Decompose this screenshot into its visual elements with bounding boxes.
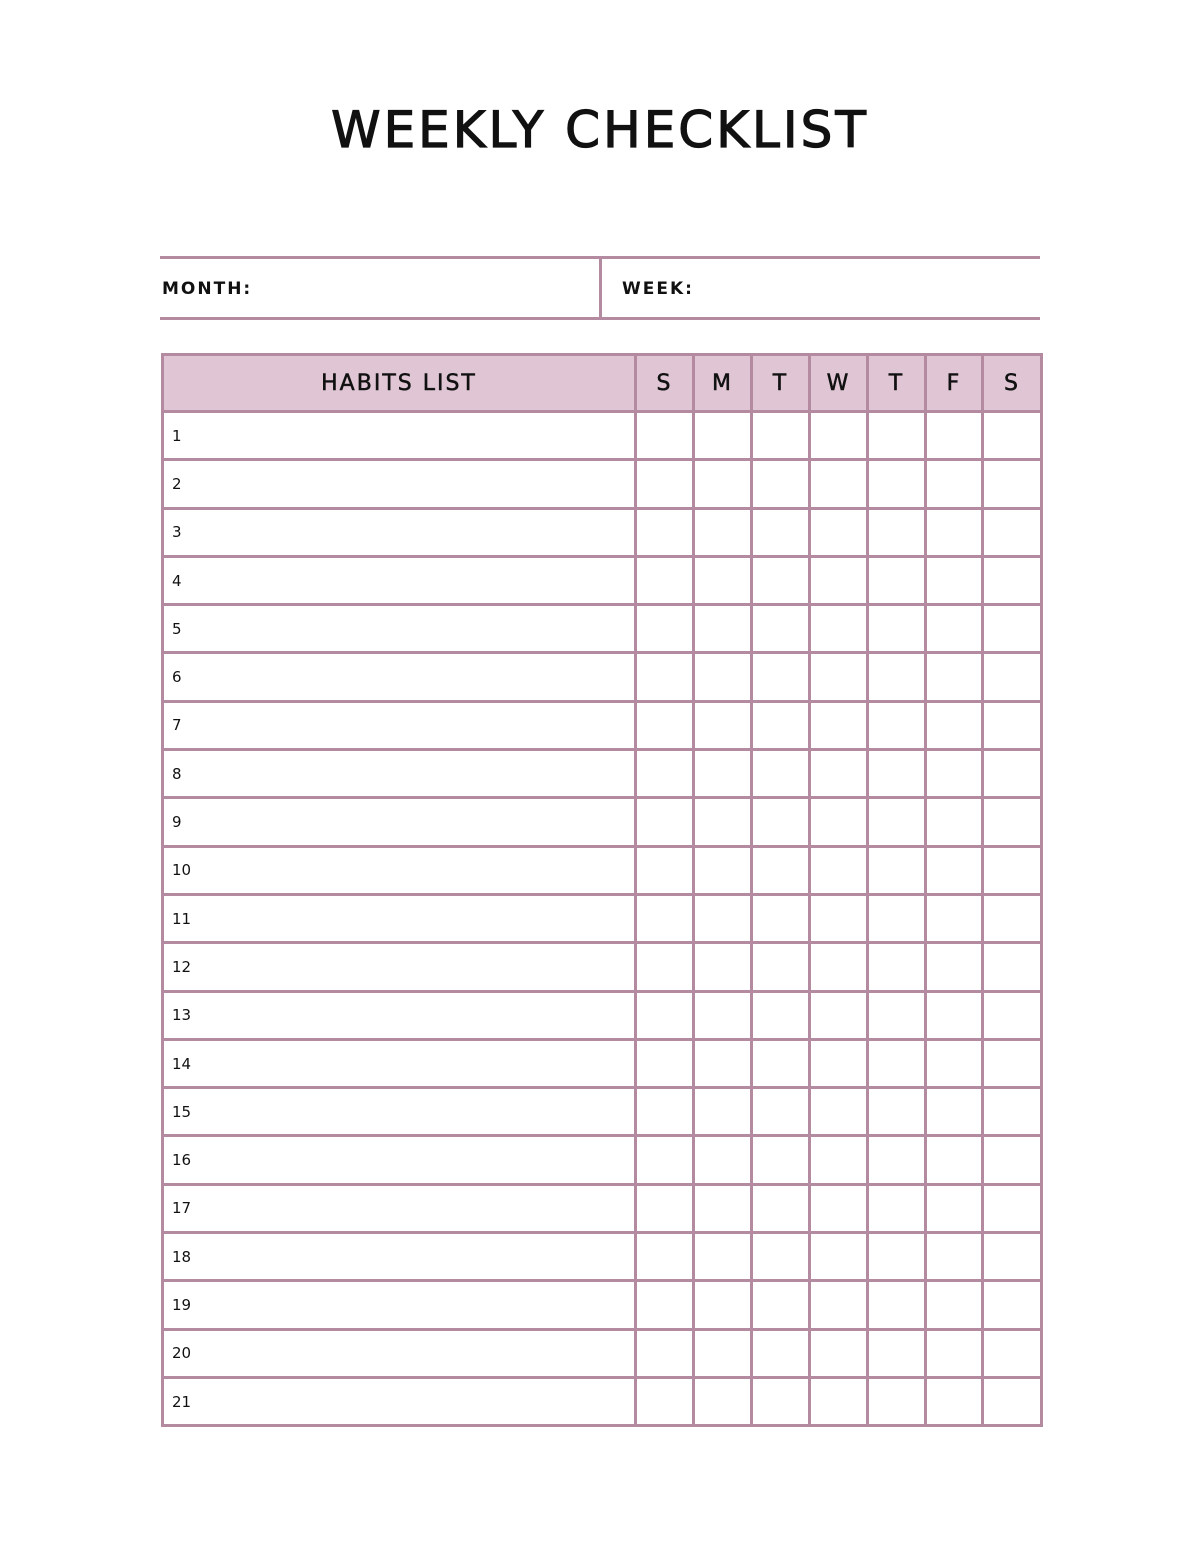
day-check-cell[interactable] bbox=[926, 798, 983, 846]
day-check-cell[interactable] bbox=[983, 1039, 1042, 1087]
day-check-cell[interactable] bbox=[752, 894, 810, 942]
day-check-cell[interactable] bbox=[694, 1281, 752, 1329]
day-check-cell[interactable] bbox=[868, 991, 926, 1039]
day-check-cell[interactable] bbox=[752, 460, 810, 508]
day-check-cell[interactable] bbox=[636, 991, 694, 1039]
day-check-cell[interactable] bbox=[752, 1233, 810, 1281]
day-header-tuesday: T bbox=[752, 355, 810, 412]
day-check-cell[interactable] bbox=[694, 991, 752, 1039]
day-check-cell[interactable] bbox=[636, 508, 694, 556]
day-check-cell[interactable] bbox=[983, 798, 1042, 846]
day-check-cell[interactable] bbox=[694, 1088, 752, 1136]
page-title: WEEKLY CHECKLIST bbox=[331, 101, 869, 159]
habit-row bbox=[163, 798, 1042, 846]
habit-name-cell[interactable]: 9 bbox=[163, 798, 636, 846]
habit-rows bbox=[163, 412, 1042, 1426]
day-check-cell[interactable] bbox=[983, 1136, 1042, 1184]
day-check-cell[interactable] bbox=[694, 750, 752, 798]
day-check-cell[interactable] bbox=[694, 701, 752, 749]
day-check-cell[interactable] bbox=[810, 508, 868, 556]
header-row bbox=[163, 355, 1042, 412]
habit-row bbox=[163, 1136, 1042, 1184]
day-check-cell[interactable] bbox=[983, 1329, 1042, 1377]
day-check-cell[interactable] bbox=[636, 1233, 694, 1281]
habit-row bbox=[163, 846, 1042, 894]
day-check-cell[interactable] bbox=[636, 1377, 694, 1425]
habits-list-header: HABITS LIST bbox=[163, 355, 636, 412]
day-check-cell[interactable] bbox=[926, 556, 983, 604]
habit-row bbox=[163, 508, 1042, 556]
day-check-cell[interactable] bbox=[694, 653, 752, 701]
day-check-cell[interactable] bbox=[926, 1377, 983, 1425]
day-check-cell[interactable] bbox=[694, 798, 752, 846]
day-check-cell[interactable] bbox=[926, 1281, 983, 1329]
day-check-cell[interactable] bbox=[983, 750, 1042, 798]
habit-name-cell[interactable]: 14 bbox=[163, 1039, 636, 1087]
day-check-cell[interactable] bbox=[983, 701, 1042, 749]
habit-name-cell[interactable]: 8 bbox=[163, 750, 636, 798]
day-check-cell[interactable] bbox=[636, 701, 694, 749]
day-check-cell[interactable] bbox=[636, 798, 694, 846]
day-check-cell[interactable] bbox=[983, 1281, 1042, 1329]
day-check-cell[interactable] bbox=[752, 412, 810, 460]
day-check-cell[interactable] bbox=[926, 412, 983, 460]
day-check-cell[interactable] bbox=[694, 1377, 752, 1425]
day-check-cell[interactable] bbox=[636, 1184, 694, 1232]
day-check-cell[interactable] bbox=[752, 605, 810, 653]
day-check-cell[interactable] bbox=[752, 991, 810, 1039]
day-check-cell[interactable] bbox=[868, 943, 926, 991]
meta-divider bbox=[599, 259, 602, 317]
day-check-cell[interactable] bbox=[926, 846, 983, 894]
day-check-cell[interactable] bbox=[810, 1377, 868, 1425]
day-check-cell[interactable] bbox=[926, 1184, 983, 1232]
habit-row bbox=[163, 701, 1042, 749]
day-check-cell[interactable] bbox=[694, 605, 752, 653]
habit-name-cell[interactable]: 13 bbox=[163, 991, 636, 1039]
day-check-cell[interactable] bbox=[636, 460, 694, 508]
day-check-cell[interactable] bbox=[636, 1136, 694, 1184]
day-header-thursday: T bbox=[868, 355, 926, 412]
day-check-cell[interactable] bbox=[636, 894, 694, 942]
day-check-cell[interactable] bbox=[926, 1136, 983, 1184]
habit-name-cell[interactable]: 16 bbox=[163, 1136, 636, 1184]
day-check-cell[interactable] bbox=[694, 1233, 752, 1281]
day-check-cell[interactable] bbox=[810, 750, 868, 798]
day-check-cell[interactable] bbox=[694, 846, 752, 894]
habit-row bbox=[163, 1281, 1042, 1329]
day-check-cell[interactable] bbox=[810, 1233, 868, 1281]
day-check-cell[interactable] bbox=[810, 556, 868, 604]
day-check-cell[interactable] bbox=[694, 508, 752, 556]
habit-name-cell[interactable]: 10 bbox=[163, 846, 636, 894]
habit-row bbox=[163, 556, 1042, 604]
day-check-cell[interactable] bbox=[983, 412, 1042, 460]
day-check-cell[interactable] bbox=[752, 1136, 810, 1184]
day-check-cell[interactable] bbox=[694, 412, 752, 460]
day-check-cell[interactable] bbox=[636, 846, 694, 894]
day-check-cell[interactable] bbox=[868, 1088, 926, 1136]
day-check-cell[interactable] bbox=[636, 605, 694, 653]
day-check-cell[interactable] bbox=[752, 1039, 810, 1087]
habit-name-cell[interactable]: 19 bbox=[163, 1281, 636, 1329]
day-check-cell[interactable] bbox=[636, 750, 694, 798]
day-check-cell[interactable] bbox=[810, 460, 868, 508]
day-check-cell[interactable] bbox=[983, 991, 1042, 1039]
day-check-cell[interactable] bbox=[694, 894, 752, 942]
habit-name-cell[interactable]: 4 bbox=[163, 556, 636, 604]
day-check-cell[interactable] bbox=[868, 846, 926, 894]
day-header-friday: F bbox=[926, 355, 983, 412]
habit-name-cell[interactable]: 6 bbox=[163, 653, 636, 701]
day-check-cell[interactable] bbox=[752, 846, 810, 894]
day-check-cell[interactable] bbox=[868, 701, 926, 749]
day-check-cell[interactable] bbox=[636, 1039, 694, 1087]
day-check-cell[interactable] bbox=[752, 556, 810, 604]
day-check-cell[interactable] bbox=[983, 943, 1042, 991]
habit-row bbox=[163, 750, 1042, 798]
day-check-cell[interactable] bbox=[810, 1281, 868, 1329]
day-check-cell[interactable] bbox=[694, 460, 752, 508]
day-check-cell[interactable] bbox=[752, 508, 810, 556]
day-check-cell[interactable] bbox=[926, 653, 983, 701]
day-check-cell[interactable] bbox=[810, 798, 868, 846]
day-check-cell[interactable] bbox=[694, 1039, 752, 1087]
day-check-cell[interactable] bbox=[636, 1329, 694, 1377]
habit-name-cell[interactable]: 2 bbox=[163, 460, 636, 508]
day-check-cell[interactable] bbox=[752, 798, 810, 846]
habit-row bbox=[163, 991, 1042, 1039]
day-check-cell[interactable] bbox=[983, 1088, 1042, 1136]
habit-row bbox=[163, 894, 1042, 942]
day-header-monday: M bbox=[694, 355, 752, 412]
day-check-cell[interactable] bbox=[752, 943, 810, 991]
habit-name-cell[interactable]: 3 bbox=[163, 508, 636, 556]
day-check-cell[interactable] bbox=[868, 1184, 926, 1232]
day-check-cell[interactable] bbox=[868, 750, 926, 798]
habit-row bbox=[163, 943, 1042, 991]
day-header-sunday: S bbox=[636, 355, 694, 412]
habit-name-cell[interactable]: 17 bbox=[163, 1184, 636, 1232]
day-check-cell[interactable] bbox=[694, 1329, 752, 1377]
day-check-cell[interactable] bbox=[810, 1136, 868, 1184]
day-check-cell[interactable] bbox=[983, 508, 1042, 556]
day-check-cell[interactable] bbox=[636, 1281, 694, 1329]
day-check-cell[interactable] bbox=[868, 1136, 926, 1184]
day-check-cell[interactable] bbox=[983, 653, 1042, 701]
day-check-cell[interactable] bbox=[752, 750, 810, 798]
habit-row bbox=[163, 1377, 1042, 1425]
habit-row bbox=[163, 1329, 1042, 1377]
day-check-cell[interactable] bbox=[636, 1088, 694, 1136]
habit-row bbox=[163, 1184, 1042, 1232]
habit-row bbox=[163, 605, 1042, 653]
day-check-cell[interactable] bbox=[810, 653, 868, 701]
habit-name-cell[interactable]: 1 bbox=[163, 412, 636, 460]
day-check-cell[interactable] bbox=[926, 1329, 983, 1377]
day-check-cell[interactable] bbox=[810, 412, 868, 460]
day-check-cell[interactable] bbox=[752, 1281, 810, 1329]
day-check-cell[interactable] bbox=[810, 991, 868, 1039]
day-check-cell[interactable] bbox=[926, 605, 983, 653]
day-check-cell[interactable] bbox=[752, 1088, 810, 1136]
day-check-cell[interactable] bbox=[810, 1039, 868, 1087]
day-check-cell[interactable] bbox=[868, 556, 926, 604]
habit-row bbox=[163, 1039, 1042, 1087]
day-check-cell[interactable] bbox=[868, 894, 926, 942]
day-check-cell[interactable] bbox=[810, 1184, 868, 1232]
day-check-cell[interactable] bbox=[926, 943, 983, 991]
day-check-cell[interactable] bbox=[752, 1184, 810, 1232]
day-check-cell[interactable] bbox=[983, 1377, 1042, 1425]
day-check-cell[interactable] bbox=[868, 412, 926, 460]
day-check-cell[interactable] bbox=[868, 1233, 926, 1281]
day-check-cell[interactable] bbox=[810, 1088, 868, 1136]
day-check-cell[interactable] bbox=[983, 894, 1042, 942]
habit-row bbox=[163, 653, 1042, 701]
day-check-cell[interactable] bbox=[752, 1377, 810, 1425]
day-check-cell[interactable] bbox=[636, 556, 694, 604]
day-check-cell[interactable] bbox=[926, 750, 983, 798]
day-check-cell[interactable] bbox=[926, 1039, 983, 1087]
day-check-cell[interactable] bbox=[926, 460, 983, 508]
day-check-cell[interactable] bbox=[868, 653, 926, 701]
day-check-cell[interactable] bbox=[810, 701, 868, 749]
habit-row bbox=[163, 1233, 1042, 1281]
habit-name-cell[interactable]: 5 bbox=[163, 605, 636, 653]
habit-name-cell[interactable]: 20 bbox=[163, 1329, 636, 1377]
day-check-cell[interactable] bbox=[983, 1184, 1042, 1232]
habit-row bbox=[163, 412, 1042, 460]
day-check-cell[interactable] bbox=[868, 508, 926, 556]
day-check-cell[interactable] bbox=[694, 1136, 752, 1184]
day-check-cell[interactable] bbox=[983, 556, 1042, 604]
day-check-cell[interactable] bbox=[926, 701, 983, 749]
day-check-cell[interactable] bbox=[810, 943, 868, 991]
day-check-cell[interactable] bbox=[810, 846, 868, 894]
habit-name-cell[interactable]: 11 bbox=[163, 894, 636, 942]
day-header-saturday: S bbox=[983, 355, 1042, 412]
habit-row bbox=[163, 460, 1042, 508]
day-check-cell[interactable] bbox=[752, 1329, 810, 1377]
day-check-cell[interactable] bbox=[694, 556, 752, 604]
day-check-cell[interactable] bbox=[983, 605, 1042, 653]
day-check-cell[interactable] bbox=[868, 1377, 926, 1425]
habit-name-cell[interactable]: 18 bbox=[163, 1233, 636, 1281]
day-check-cell[interactable] bbox=[636, 412, 694, 460]
day-check-cell[interactable] bbox=[694, 943, 752, 991]
month-week-bar bbox=[160, 256, 1040, 320]
day-header-wednesday: W bbox=[810, 355, 868, 412]
day-check-cell[interactable] bbox=[868, 460, 926, 508]
day-check-cell[interactable] bbox=[752, 653, 810, 701]
day-check-cell[interactable] bbox=[926, 894, 983, 942]
day-check-cell[interactable] bbox=[983, 1233, 1042, 1281]
habit-row bbox=[163, 1088, 1042, 1136]
habit-table bbox=[161, 353, 1043, 1427]
day-check-cell[interactable] bbox=[868, 798, 926, 846]
day-check-cell[interactable] bbox=[868, 1281, 926, 1329]
day-check-cell[interactable] bbox=[926, 1088, 983, 1136]
week-label: WEEK: bbox=[622, 279, 694, 299]
day-check-cell[interactable] bbox=[983, 460, 1042, 508]
habit-name-cell[interactable]: 15 bbox=[163, 1088, 636, 1136]
month-label: MONTH: bbox=[162, 279, 253, 299]
day-check-cell[interactable] bbox=[810, 1329, 868, 1377]
day-check-cell[interactable] bbox=[926, 1233, 983, 1281]
day-check-cell[interactable] bbox=[810, 894, 868, 942]
day-check-cell[interactable] bbox=[636, 943, 694, 991]
day-check-cell[interactable] bbox=[694, 1184, 752, 1232]
day-check-cell[interactable] bbox=[868, 605, 926, 653]
day-check-cell[interactable] bbox=[752, 701, 810, 749]
day-check-cell[interactable] bbox=[983, 846, 1042, 894]
day-check-cell[interactable] bbox=[926, 991, 983, 1039]
day-check-cell[interactable] bbox=[810, 605, 868, 653]
habit-name-cell[interactable]: 21 bbox=[163, 1377, 636, 1425]
habit-name-cell[interactable]: 12 bbox=[163, 943, 636, 991]
habit-name-cell[interactable]: 7 bbox=[163, 701, 636, 749]
day-check-cell[interactable] bbox=[868, 1329, 926, 1377]
day-check-cell[interactable] bbox=[868, 1039, 926, 1087]
day-check-cell[interactable] bbox=[926, 508, 983, 556]
day-check-cell[interactable] bbox=[636, 653, 694, 701]
